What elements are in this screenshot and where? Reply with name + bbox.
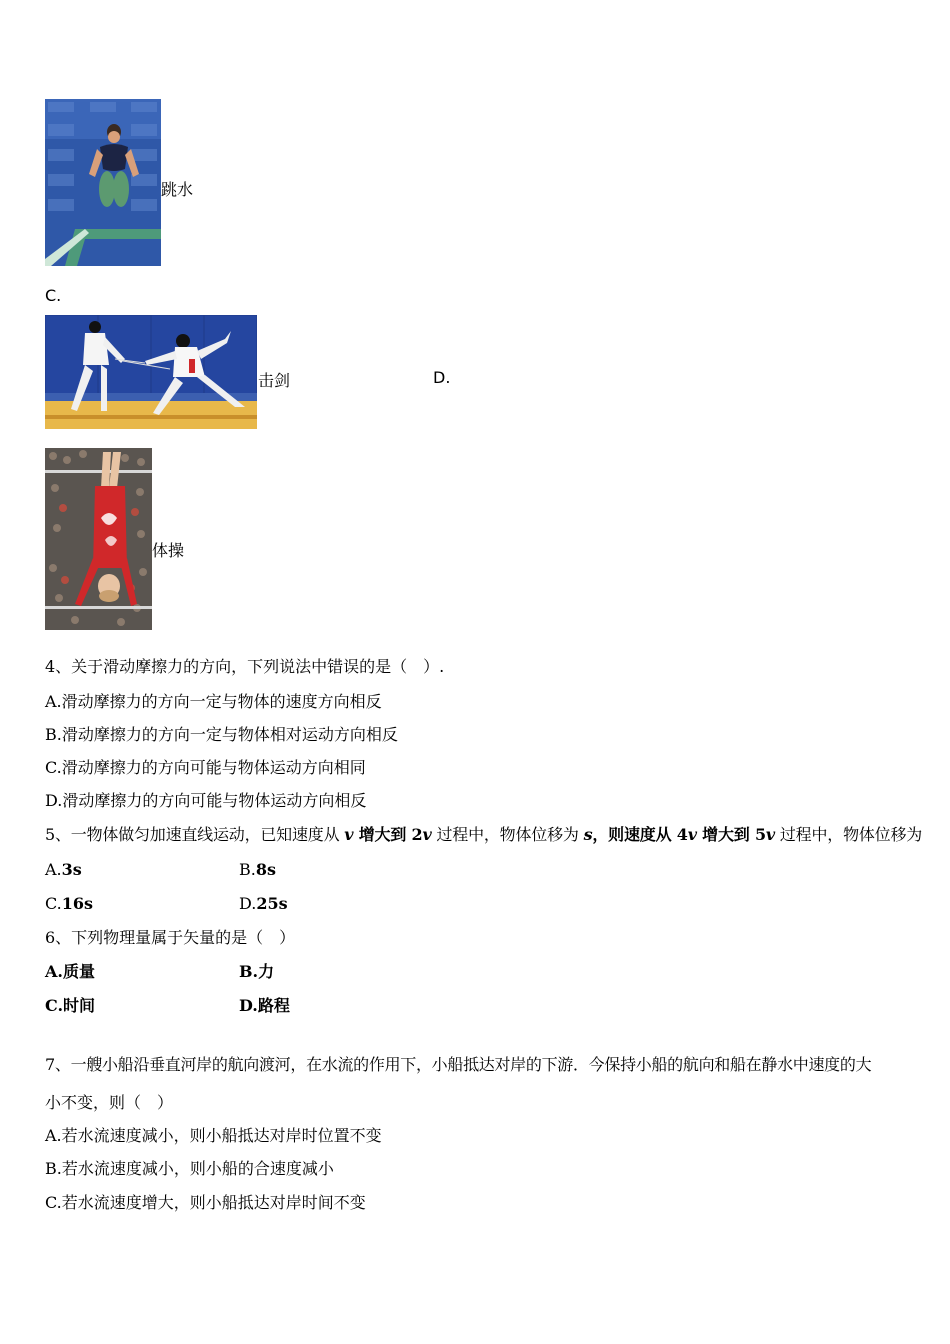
q6-option-c (45, 996, 95, 1016)
q6-option-a (45, 962, 95, 982)
q6-option-b-value: 力 (258, 962, 275, 981)
q5-stem-text-2: 增大到 2 (353, 825, 423, 844)
q4-option-c: C.滑动摩擦力的方向可能与物体运动方向相同 (45, 758, 366, 777)
q6-option-b (239, 962, 274, 982)
diving-photo (45, 99, 161, 266)
q6-stem: 6、下列物理量属于矢量的是（ ） (45, 928, 296, 947)
q5-stem-text-1: 5、一物体做匀加速直线运动，已知速度从 (45, 825, 345, 844)
q5-option-c-letter: C. (45, 894, 62, 913)
q5-stem (45, 825, 922, 845)
fencing-photo (45, 315, 257, 429)
q7-option-b: B.若水流速度减小，则小船的合速度减小 (45, 1159, 334, 1178)
q6-option-a-value: 质量 (62, 962, 95, 981)
q5-option-a (45, 860, 82, 880)
q5-stem-text-5: 增大到 5 (696, 825, 766, 844)
q5-option-d-value: 25s (256, 894, 288, 913)
q7-stem-line2: 小不变，则（ ） (45, 1093, 174, 1112)
q7-stem-line1: 7、一艘小船沿垂直河岸的航向渡河，在水流的作用下，小船抵达对岸的下游．今保持小船的航向和船在静水中速度的大 (45, 1055, 872, 1074)
q5-stem-text-3: 过程中，物体位移为 (431, 825, 584, 844)
q4-stem: 4、关于滑动摩擦力的方向，下列说法中错误的是（ ）. (45, 657, 445, 676)
q6-option-d-letter: D. (239, 996, 258, 1015)
q5-var-v2: v (422, 825, 432, 844)
q5-var-v4: v (765, 825, 775, 844)
q5-option-d (239, 894, 288, 914)
q5-option-b (239, 860, 276, 880)
q6-option-c-letter: C. (45, 996, 64, 1015)
q7-option-a: A.若水流速度减小，则小船抵达对岸时位置不变 (45, 1126, 382, 1145)
q5-option-c (45, 894, 93, 914)
q5-stem-text-4: ，则速度从 4 (592, 825, 688, 844)
q4-option-b: B.滑动摩擦力的方向一定与物体相对运动方向相反 (45, 725, 398, 744)
diving-caption: 跳水 (161, 180, 194, 199)
fencing-caption: 击剑 (258, 371, 291, 390)
q4-option-a: A.滑动摩擦力的方向一定与物体的速度方向相反 (45, 692, 382, 711)
q6-option-c-value: 时间 (63, 996, 96, 1015)
q5-option-b-value: 8s (255, 860, 276, 879)
q5-option-d-letter: D. (239, 894, 257, 913)
gymnastics-caption: 体操 (152, 541, 185, 560)
q5-var-v3: v (687, 825, 697, 844)
q5-option-a-letter: A. (45, 860, 62, 879)
q6-option-d-value: 路程 (257, 996, 290, 1015)
q6-option-b-letter: B. (239, 962, 259, 981)
q4-option-d: D.滑动摩擦力的方向可能与物体运动方向相反 (45, 791, 367, 810)
q7-option-c: C.若水流速度增大，则小船抵达对岸时间不变 (45, 1193, 366, 1212)
option-d-label: D. (433, 368, 451, 387)
q6-option-a-letter: A. (45, 962, 63, 981)
q5-var-s: s (583, 825, 593, 844)
q5-option-a-value: 3s (61, 860, 82, 879)
q5-stem-text-6: 过程中，物体位移为 (774, 825, 923, 844)
q6-option-d (239, 996, 290, 1016)
q5-var-v1: v (344, 825, 354, 844)
option-c-label: C. (45, 286, 62, 305)
q5-option-b-letter: B. (239, 860, 256, 879)
q5-option-c-value: 16s (61, 894, 94, 913)
gymnastics-photo (45, 448, 152, 630)
